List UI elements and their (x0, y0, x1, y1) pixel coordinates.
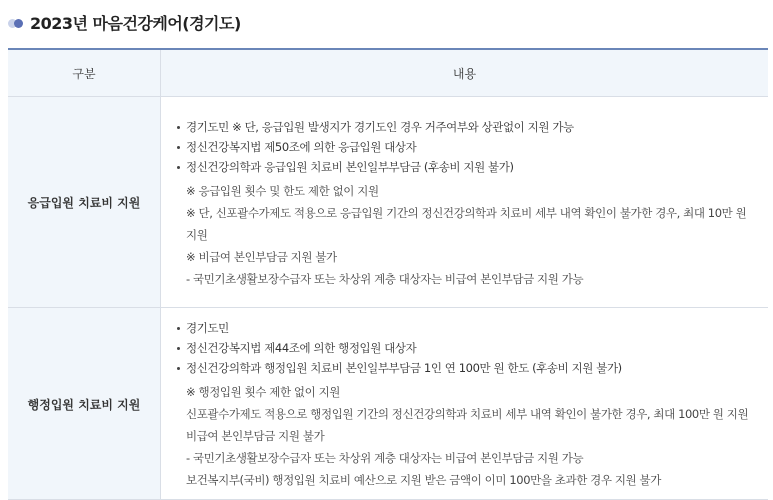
note-text: 비급여 본인부담금 지원 불가 (186, 429, 325, 443)
list-item: 정신건강의학과 응급입원 치료비 본인일부부담금 (후송비 지원 불가) (175, 157, 756, 177)
list-item: 경기도민 ※ 단, 응급입원 발생지가 경기도인 경우 거주여부와 상관없이 지원 가능 (175, 117, 756, 137)
emergency-item-list (175, 117, 756, 177)
administrative-item-list (175, 318, 756, 378)
note-text: ※ 비급여 본인부담금 지원 불가 (186, 249, 337, 264)
title-bullet-icon (8, 17, 26, 29)
section-heading (8, 11, 241, 34)
note-text: ※ 행정입원 횟수 제한 없이 지원 (186, 385, 341, 399)
table-header-row (8, 49, 768, 97)
emergency-notes (175, 180, 756, 290)
page-title: 2023년 마음건강케어(경기도) (30, 14, 241, 33)
list-item: 정신건강복지법 제44조에 의한 행정입원 대상자 (175, 338, 756, 358)
note-text: ※ 응급입원 횟수 및 한도 제한 없이 지원 (186, 183, 379, 198)
row-label-administrative: 행정입원 치료비 지원 (8, 308, 161, 500)
table-row-emergency (8, 97, 768, 308)
row-content-emergency (161, 97, 769, 308)
note-text: 보건복지부(국비) 행정입원 치료비 예산으로 지원 받은 금액이 이미 100만을 초과한 경우 지원 불가 (186, 473, 661, 487)
note-text: - 국민기초생활보장수급자 또는 차상위 계층 대상자는 비급여 본인부담금 지원 가능 (186, 451, 584, 465)
row-content-administrative (161, 308, 769, 500)
note-text: ※ 단, 신포괄수가제도 적용으로 응급입원 기간의 정신건강의학과 치료비 세부 내역 확인이 불가한 경우, 최대 10만 원 지원 (186, 205, 747, 242)
list-item: 정신건강복지법 제50조에 의한 응급입원 대상자 (175, 137, 756, 157)
administrative-notes (175, 381, 756, 491)
note-text: 신포괄수가제도 적용으로 행정입원 기간의 정신건강의학과 치료비 세부 내역 확인이 불가한 경우, 최대 100만 원 지원 (186, 407, 749, 421)
header-content: 내용 (161, 49, 769, 97)
support-table (8, 48, 768, 500)
table-row-administrative (8, 308, 768, 500)
list-item: 경기도민 (175, 318, 756, 338)
list-item: 정신건강의학과 행정입원 치료비 본인일부부담금 1인 연 100만 원 한도 (후송비 지원 불가) (175, 358, 756, 378)
note-text: - 국민기초생활보장수급자 또는 차상위 계층 대상자는 비급여 본인부담금 지원 가능 (186, 271, 584, 286)
row-label-emergency: 응급입원 치료비 지원 (8, 97, 161, 308)
header-category: 구분 (8, 49, 161, 97)
